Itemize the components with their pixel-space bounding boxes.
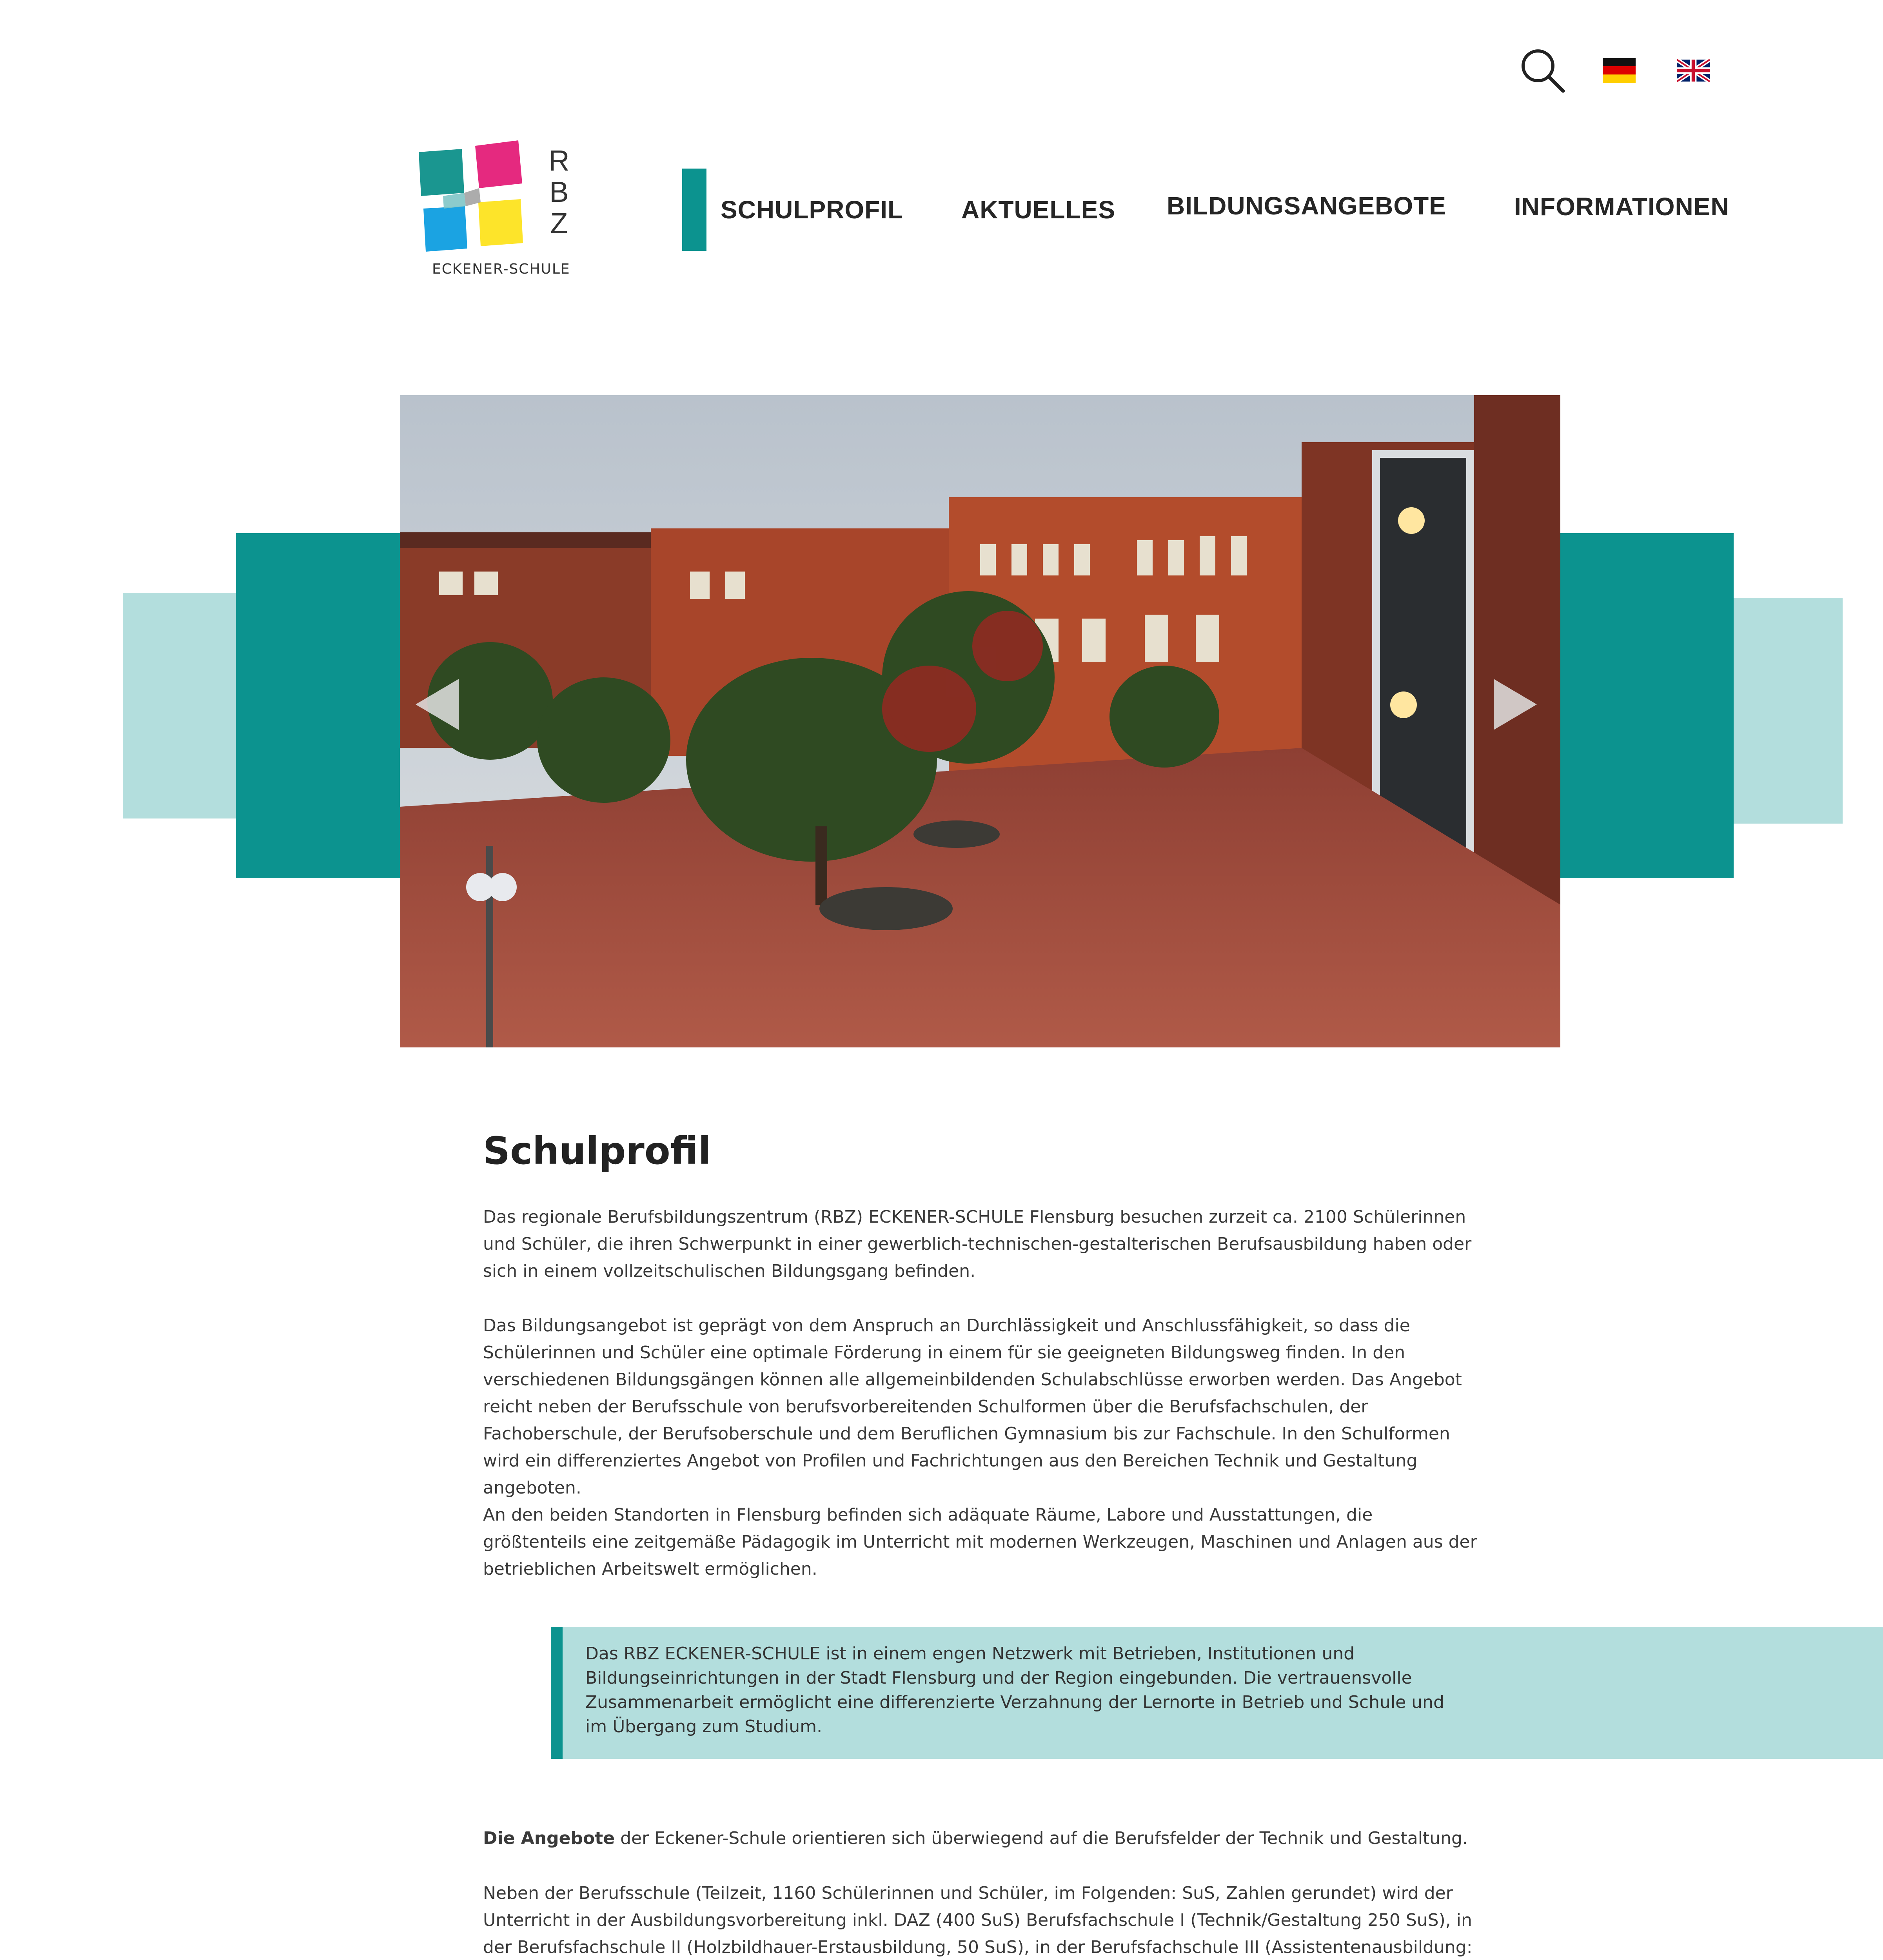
nav-aktuelles[interactable]: AKTUELLES [961, 196, 1115, 224]
locations-paragraph: An den beiden Standorten in Flensburg befinden sich adäquate Räume, Labore und Ausstattungen, die größtenteils eine zeitgemäße Pädagogik im Unterricht mit modernen Werkzeugen, Maschinen und Anlagen aus der betrieblichen Arbeitswelt ermöglichen. [483, 1505, 1477, 1579]
school-courtyard-image [400, 395, 1560, 1047]
logo[interactable] [416, 137, 580, 282]
logo-school-name: ECKENER-SCHULE [432, 261, 570, 277]
logo-mark-icon [416, 137, 537, 255]
quote-accent-bar [551, 1627, 563, 1759]
quote-text: Das RBZ ECKENER-SCHULE ist in einem engen Netzwerk mit Betrieben, Institutionen und Bildungseinrichtungen in der Stadt Flensburg und der Region eingebunden. Die vertrauensvolle Zusammenarbeit ermöglicht eine differenzierte Verzahnung der Lernorte in Betrieb und Schule und im Übergang zum Studium. [585, 1644, 1444, 1737]
details-paragraph: Neben der Berufsschule (Teilzeit, 1160 Schülerinnen und Schüler, im Folgenden: SuS, Zahlen gerundet) wird der Unterricht in der Ausbildungsvorbereitung inkl. DAZ (400 SuS) Berufsfachschule I (Technik/Gestaltung 250 SuS), in der Berufsfachschule II (Holzbildhauer-Erstausbildung, 50 SuS), in der Berufsfachschule III (Assistentenausbildung: [483, 1883, 1473, 1957]
hero-backdrop-light-right [1717, 598, 1843, 824]
offers-bold: Die Angebote [483, 1828, 615, 1848]
logo-letters [547, 145, 571, 239]
quote-box [551, 1627, 1883, 1759]
nav-bildungsangebote[interactable]: BILDUNGSANGEBOTE [1167, 192, 1446, 220]
intro-paragraph: Das regionale Berufsbildungszentrum (RBZ) ECKENER-SCHULE Flensburg besuchen zurzeit ca. 2100 Schülerinnen und Schüler, die ihren Schwerpunkt in einer gewerblich-technischen-gestalterischen Berufsausbildung haben oder sich in einem vollzeitschulischen Bildungsgang befinden. [483, 1207, 1472, 1281]
uk-flag-icon[interactable] [1677, 58, 1710, 83]
page-title: Schulprofil [483, 1129, 711, 1173]
german-flag-icon[interactable] [1603, 58, 1636, 83]
nav-schulprofil[interactable]: SCHULPROFIL [721, 196, 904, 224]
logo-letter: R [548, 144, 570, 177]
arrow-right-icon[interactable] [1486, 675, 1545, 734]
education-paragraph: Das Bildungsangebot ist geprägt von dem Anspruch an Durchlässigkeit und Anschlussfähigkeit, so dass die Schülerinnen und Schüler eine optimale Förderung in einem für sie geeigneten Bildungsweg finden. In den verschiedenen Bildungsgängen können alle allgemeinbildenden Schulabschlüsse erworben werden. Das Angebot reicht neben der Berufsschule von berufsvorbereitenden Schulformen über die Berufsfachschulen, der Fachoberschule, der Berufsoberschule und dem Beruflichen Gymnasium bis zur Fachschule. In den Schulformen wird ein differenziertes Angebot von Profilen und Fachrichtungen aus den Bereichen Technik und Gestaltung angeboten. [483, 1316, 1462, 1498]
hero-photo [400, 395, 1560, 1047]
offers-text: der Eckener-Schule orientieren sich überwiegend auf die Berufsfelder der Technik und Gestaltung. [615, 1828, 1468, 1848]
search-icon[interactable] [1519, 47, 1566, 94]
nav-informationen[interactable]: INFORMATIONEN [1514, 192, 1729, 221]
logo-letter: B [549, 176, 569, 208]
nav-active-indicator [682, 169, 706, 251]
arrow-left-icon[interactable] [408, 675, 467, 734]
logo-letter: Z [550, 207, 568, 240]
offers-paragraph [483, 1825, 1479, 1852]
